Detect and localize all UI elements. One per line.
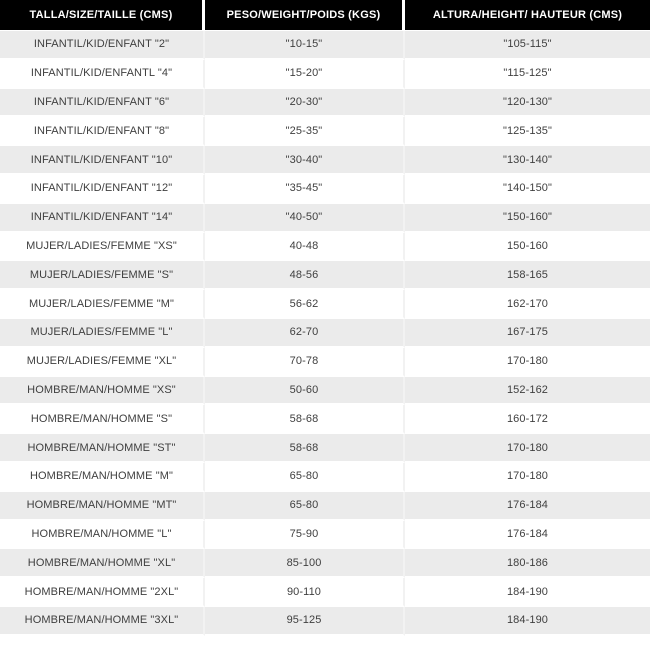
table-cell: 180-186 <box>405 549 650 578</box>
table-cell: HOMBRE/MAN/HOMME "2XL" <box>0 578 205 607</box>
table-cell: 170-180 <box>405 463 650 492</box>
table-cell: "10-15" <box>205 31 405 60</box>
table-cell: 62-70 <box>205 319 405 348</box>
column-header: PESO/WEIGHT/POIDS (KGS) <box>205 0 405 31</box>
table-row <box>0 492 650 521</box>
table-row <box>0 319 650 348</box>
table-cell: INFANTIL/KID/ENFANT "12" <box>0 175 205 204</box>
table-row <box>0 348 650 377</box>
table-cell: HOMBRE/MAN/HOMME "MT" <box>0 492 205 521</box>
table-cell: HOMBRE/MAN/HOMME "XS" <box>0 377 205 406</box>
table-row <box>0 261 650 290</box>
table-cell: HOMBRE/MAN/HOMME "S" <box>0 405 205 434</box>
table-cell: "150-160" <box>405 204 650 233</box>
table-row <box>0 233 650 262</box>
column-header: ALTURA/HEIGHT/ HAUTEUR (CMS) <box>405 0 650 31</box>
table-cell: 170-180 <box>405 348 650 377</box>
table-cell: "40-50" <box>205 204 405 233</box>
table-cell: 90-110 <box>205 578 405 607</box>
table-row <box>0 60 650 89</box>
table-cell: MUJER/LADIES/FEMME "S" <box>0 261 205 290</box>
table-row <box>0 31 650 60</box>
table-cell: "35-45" <box>205 175 405 204</box>
table-body <box>0 31 650 636</box>
table-cell: 162-170 <box>405 290 650 319</box>
table-cell: 40-48 <box>205 233 405 262</box>
table-row <box>0 521 650 550</box>
table-cell: INFANTIL/KID/ENFANT "6" <box>0 89 205 118</box>
table-cell: MUJER/LADIES/FEMME "XS" <box>0 233 205 262</box>
table-row <box>0 290 650 319</box>
column-header: TALLA/SIZE/TAILLE (CMS) <box>0 0 205 31</box>
table-cell: INFANTIL/KID/ENFANT "14" <box>0 204 205 233</box>
table-row <box>0 89 650 118</box>
table-row <box>0 175 650 204</box>
table-cell: 160-172 <box>405 405 650 434</box>
table-row <box>0 607 650 636</box>
table-cell: 48-56 <box>205 261 405 290</box>
table-cell: HOMBRE/MAN/HOMME "3XL" <box>0 607 205 636</box>
table-row <box>0 204 650 233</box>
table-cell: "30-40" <box>205 146 405 175</box>
table-cell: 158-165 <box>405 261 650 290</box>
table-cell: "15-20" <box>205 60 405 89</box>
table-cell: HOMBRE/MAN/HOMME "XL" <box>0 549 205 578</box>
table-cell: 95-125 <box>205 607 405 636</box>
table-cell: 184-190 <box>405 578 650 607</box>
table-cell: 152-162 <box>405 377 650 406</box>
table-cell: 176-184 <box>405 521 650 550</box>
table-cell: 65-80 <box>205 492 405 521</box>
table-row <box>0 405 650 434</box>
table-cell: 58-68 <box>205 434 405 463</box>
table-cell: "105-115" <box>405 31 650 60</box>
table-cell: MUJER/LADIES/FEMME "XL" <box>0 348 205 377</box>
table-cell: 150-160 <box>405 233 650 262</box>
table-cell: HOMBRE/MAN/HOMME "M" <box>0 463 205 492</box>
table-cell: 56-62 <box>205 290 405 319</box>
table-row <box>0 377 650 406</box>
table-row <box>0 549 650 578</box>
table-cell: 176-184 <box>405 492 650 521</box>
table-cell: 50-60 <box>205 377 405 406</box>
table-row <box>0 578 650 607</box>
table-cell: "115-125" <box>405 60 650 89</box>
table-row <box>0 463 650 492</box>
table-cell: 58-68 <box>205 405 405 434</box>
table-cell: "125-135" <box>405 117 650 146</box>
table-cell: HOMBRE/MAN/HOMME "L" <box>0 521 205 550</box>
table-cell: 85-100 <box>205 549 405 578</box>
table-cell: "140-150" <box>405 175 650 204</box>
table-row <box>0 146 650 175</box>
table-cell: INFANTIL/KID/ENFANT "10" <box>0 146 205 175</box>
table-cell: 170-180 <box>405 434 650 463</box>
table-cell: MUJER/LADIES/FEMME "L" <box>0 319 205 348</box>
table-cell: INFANTIL/KID/ENFANTL "4" <box>0 60 205 89</box>
table-row <box>0 434 650 463</box>
table-cell: "130-140" <box>405 146 650 175</box>
table-cell: "25-35" <box>205 117 405 146</box>
table-cell: MUJER/LADIES/FEMME "M" <box>0 290 205 319</box>
table-cell: 65-80 <box>205 463 405 492</box>
header-row <box>0 0 650 31</box>
table-cell: 75-90 <box>205 521 405 550</box>
table-cell: INFANTIL/KID/ENFANT "8" <box>0 117 205 146</box>
table-cell: 70-78 <box>205 348 405 377</box>
table-row <box>0 117 650 146</box>
table-cell: 184-190 <box>405 607 650 636</box>
table-cell: HOMBRE/MAN/HOMME "ST" <box>0 434 205 463</box>
table-cell: "120-130" <box>405 89 650 118</box>
table-cell: "20-30" <box>205 89 405 118</box>
table-cell: 167-175 <box>405 319 650 348</box>
table-cell: INFANTIL/KID/ENFANT "2" <box>0 31 205 60</box>
